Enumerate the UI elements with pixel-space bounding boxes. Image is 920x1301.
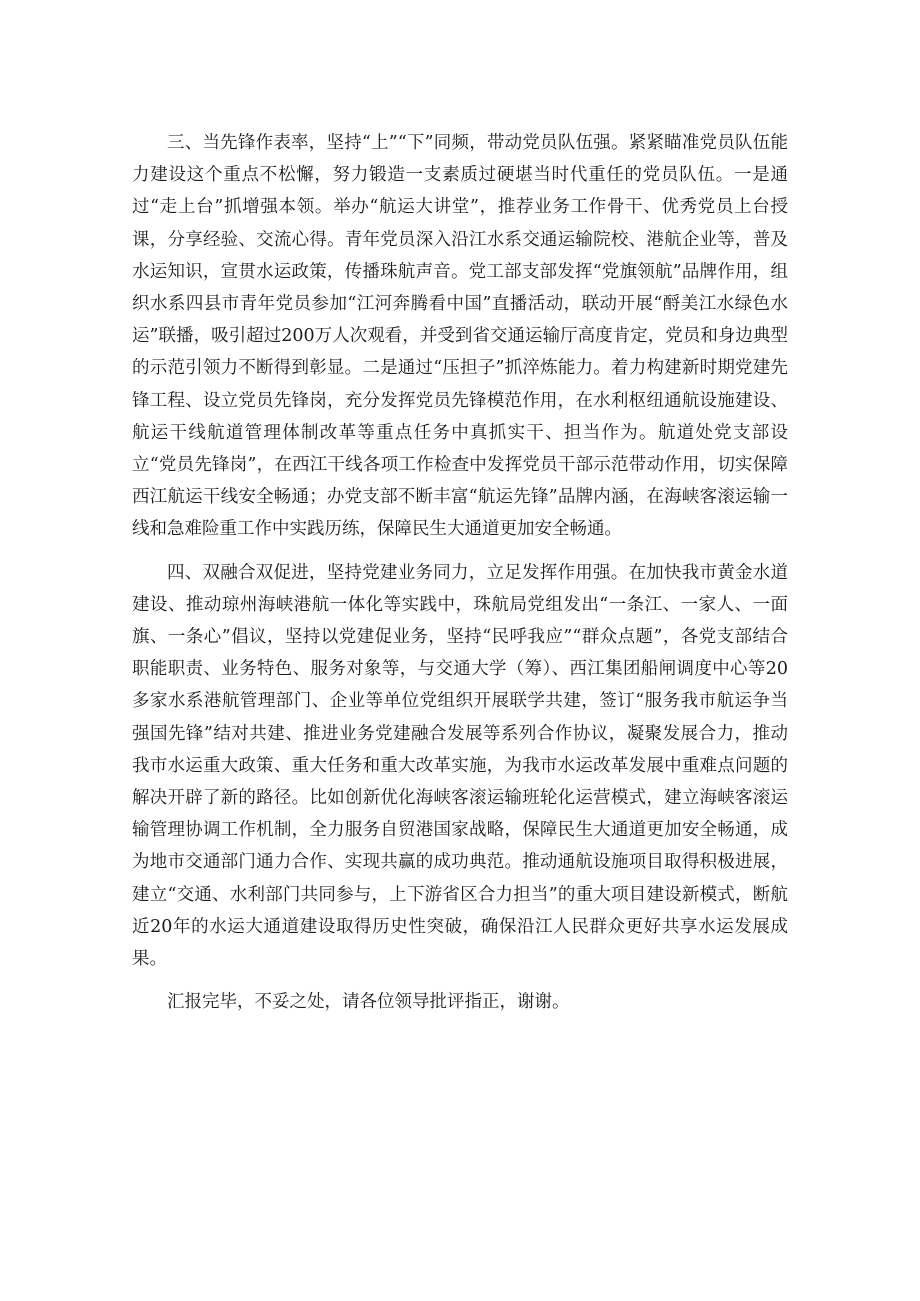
document-body: [132, 127, 788, 1018]
paragraph-section-three: 三、当先锋作表率，坚持“上”“下”同频，带动党员队伍强。紧紧瞄准党员队伍能力建设这个重点不松懈，努力锻造一支素质过硬堪当时代重任的党员队伍。一是通过“走上台”抓增强本领。举办“航运大讲堂”，推荐业务工作骨干、优秀党员上台授课，分享经验、交流心得。青年党员深入沿江水系交通运输院校、港航企业等，普及水运知识，宣贯水运政策，传播珠航声音。党工部支部发挥“党旗领航”品牌作用，组织水系四县市青年党员参加“江河奔腾看中国”直播活动，联动开展“酹美江水绿色水运”联播，吸引超过200万人次观看，并受到省交通运输厅高度肯定，党员和身边典型的示范引领力不断得到彰显。二是通过“压担子”抓淬炼能力。着力构建新时期党建先锋工程、设立党员先锋岗，充分发挥党员先锋模范作用，在水利枢纽通航设施建设、航运干线航道管理体制改革等重点任务中真抓实干、担当作为。航道处党支部设立“党员先锋岗”，在西江干线各项工作检查中发挥党员干部示范带动作用，切实保障西江航运干线安全畅通；办党支部不断丰富“航运先锋”品牌内涵，在海峡客滚运输一线和急难险重工作中实践历练，保障民生大通道更加安全畅通。: [132, 133, 788, 540]
paragraph-closing: 汇报完毕，不妥之处，请各位领导批评指正，谢谢。: [167, 992, 570, 1013]
paragraph-section-four: 四、双融合双促进，坚持党建业务同力，立足发挥作用强。在加快我市黄金水道建设、推动琼州海峡港航一体化等实践中，珠航局党组发出“一条江、一家人、一面旗、一条心”倡议，坚持以党建促业务，坚持“民呼我应”“群众点题”，各党支部结合职能职责、业务特色、服务对象等，与交通大学（筹）、西江集团船闸调度中心等20多家水系港航管理部门、企业等单位党组织开展联学共建，签订“服务我市航运争当强国先锋”结对共建、推进业务党建融合发展等系列合作协议，凝聚发展合力，推动我市水运重大政策、重大任务和重大改革实施，为我市水运改革发展中重难点问题的解决开辟了新的路径。比如创新优化海峡客滚运输班轮化运营模式，建立海峡客滚运输管理协调工作机制，全力服务自贸港国家战略，保障民生大通道更加安全畅通，成为地市交通部门通力合作、实现共赢的成功典范。推动通航设施项目取得积极进展，建立“交通、水利部门共同参与，上下游省区合力担当”的重大项目建设新模式，断航近20年的水运大通道建设取得历史性突破，确保沿江人民群众更好共享水运发展成果。: [132, 562, 788, 970]
